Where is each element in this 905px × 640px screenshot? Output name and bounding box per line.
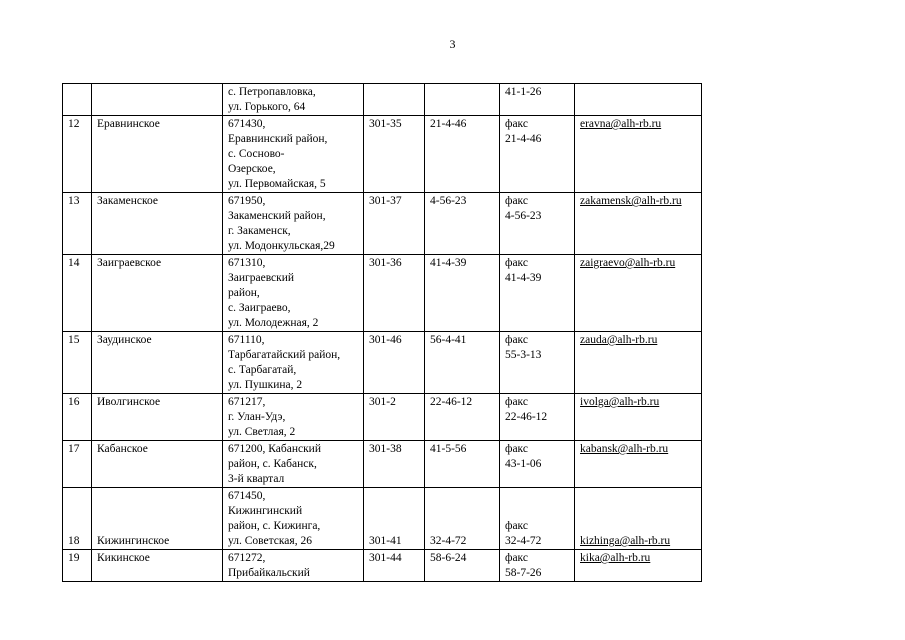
cell-fax-line: 58-7-26 xyxy=(505,567,542,579)
cell-address-line: ул. Молодежная, 2 xyxy=(228,317,319,329)
cell-num-text: 14 xyxy=(68,257,80,269)
cell-phone-text: 22-46-12 xyxy=(430,396,473,408)
table-body xyxy=(63,84,702,582)
cell-email-text[interactable]: zaigraevo@alh-rb.ru xyxy=(580,257,676,269)
cell-phone xyxy=(425,84,500,116)
cell-email xyxy=(575,193,702,255)
cell-fax-line: 21-4-46 xyxy=(505,133,542,145)
cell-fax-line: факс xyxy=(505,443,528,455)
cell-address xyxy=(223,193,364,255)
table-row xyxy=(63,441,702,488)
table-row xyxy=(63,255,702,332)
cell-email xyxy=(575,255,702,332)
cell-email-text[interactable]: kizhinga@alh-rb.ru xyxy=(580,535,671,547)
cell-email xyxy=(575,550,702,582)
cell-address-line: Кижингинский xyxy=(228,505,303,517)
cell-email-text[interactable]: zauda@alh-rb.ru xyxy=(580,334,658,346)
cell-fax xyxy=(500,255,575,332)
cell-address xyxy=(223,116,364,193)
forestry-contacts-table xyxy=(62,83,702,582)
cell-address-line: район, xyxy=(228,287,260,299)
cell-address-line: ул. Советская, 26 xyxy=(228,535,312,547)
cell-fax-line: факс xyxy=(505,552,528,564)
cell-address-line: 3-й квартал xyxy=(228,473,285,485)
cell-address-line: 671110, xyxy=(228,334,265,346)
cell-email-text[interactable]: eravna@alh-rb.ru xyxy=(580,118,662,130)
cell-email xyxy=(575,394,702,441)
cell-email xyxy=(575,84,702,116)
cell-fax-line: факс xyxy=(505,396,528,408)
cell-fax xyxy=(500,332,575,394)
cell-address-line: с. Тарбагатай, xyxy=(228,364,297,376)
table-row xyxy=(63,84,702,116)
cell-phone xyxy=(425,255,500,332)
cell-fax-line: факс xyxy=(505,520,528,532)
cell-address-line: Озерское, xyxy=(228,163,276,175)
page-number: 3 xyxy=(449,37,456,51)
cell-phone xyxy=(425,193,500,255)
cell-fax-line: 4-56-23 xyxy=(505,210,542,222)
cell-code-text: 301-44 xyxy=(369,552,402,564)
cell-fax-line: 41-1-26 xyxy=(505,86,542,98)
cell-address-line: Прибайкальский xyxy=(228,567,310,579)
cell-code xyxy=(364,441,425,488)
cell-address-line: 671272, xyxy=(228,552,266,564)
cell-phone-text: 41-5-56 xyxy=(430,443,467,455)
table-row xyxy=(63,332,702,394)
cell-num-text: 16 xyxy=(68,396,80,408)
cell-fax xyxy=(500,84,575,116)
cell-fax-line: 55-3-13 xyxy=(505,349,542,361)
cell-num xyxy=(63,255,92,332)
cell-num xyxy=(63,116,92,193)
cell-code-text: 301-37 xyxy=(369,195,402,207)
cell-num xyxy=(63,193,92,255)
cell-address xyxy=(223,255,364,332)
cell-fax-line: 43-1-06 xyxy=(505,458,542,470)
cell-phone-text: 56-4-41 xyxy=(430,334,467,346)
cell-phone xyxy=(425,332,500,394)
cell-num-text: 18 xyxy=(68,535,80,547)
cell-code xyxy=(364,332,425,394)
cell-code-text: 301-36 xyxy=(369,257,402,269)
cell-phone xyxy=(425,394,500,441)
cell-num xyxy=(63,441,92,488)
cell-name-text: Кабанское xyxy=(97,443,148,455)
cell-name xyxy=(92,488,223,550)
cell-code-text: 301-46 xyxy=(369,334,402,346)
cell-fax xyxy=(500,193,575,255)
cell-num xyxy=(63,332,92,394)
cell-address-line: ул. Светлая, 2 xyxy=(228,426,296,438)
table-row xyxy=(63,550,702,582)
cell-address-line: с. Сосново- xyxy=(228,148,285,160)
cell-address-line: ул. Пушкина, 2 xyxy=(228,379,303,391)
cell-phone-text: 41-4-39 xyxy=(430,257,467,269)
cell-email-text[interactable]: ivolga@alh-rb.ru xyxy=(580,396,660,408)
cell-address-line: 671450, xyxy=(228,490,266,502)
cell-email-text[interactable]: kabansk@alh-rb.ru xyxy=(580,443,669,455)
cell-email xyxy=(575,116,702,193)
cell-name-text: Кикинское xyxy=(97,552,150,564)
table-row xyxy=(63,193,702,255)
cell-name xyxy=(92,84,223,116)
cell-num xyxy=(63,394,92,441)
cell-code xyxy=(364,488,425,550)
cell-name xyxy=(92,116,223,193)
cell-email xyxy=(575,441,702,488)
cell-code xyxy=(364,84,425,116)
cell-num xyxy=(63,84,92,116)
cell-email xyxy=(575,488,702,550)
cell-address-line: с. Заиграево, xyxy=(228,302,291,314)
cell-email xyxy=(575,332,702,394)
cell-fax xyxy=(500,116,575,193)
cell-fax-line: 32-4-72 xyxy=(505,535,542,547)
cell-address-line: с. Петропавловка, xyxy=(228,86,316,98)
cell-fax-line: 22-46-12 xyxy=(505,411,548,423)
cell-name xyxy=(92,332,223,394)
cell-address xyxy=(223,394,364,441)
cell-fax-line: факс xyxy=(505,118,528,130)
table-row xyxy=(63,394,702,441)
cell-address xyxy=(223,488,364,550)
cell-email-text[interactable]: zakamensk@alh-rb.ru xyxy=(580,195,682,207)
cell-address-line: 671430, xyxy=(228,118,266,130)
cell-phone xyxy=(425,550,500,582)
cell-num-text: 17 xyxy=(68,443,80,455)
cell-address-line: 671217, xyxy=(228,396,266,408)
table-row xyxy=(63,488,702,550)
cell-phone xyxy=(425,488,500,550)
cell-phone-text: 32-4-72 xyxy=(430,535,467,547)
cell-email-text[interactable]: kika@alh-rb.ru xyxy=(580,552,651,564)
cell-num-text: 12 xyxy=(68,118,80,130)
cell-address-line: ул. Модонкульская,29 xyxy=(228,240,335,252)
cell-fax xyxy=(500,394,575,441)
cell-address xyxy=(223,550,364,582)
cell-address-line: ул. Первомайская, 5 xyxy=(228,178,326,190)
cell-code xyxy=(364,394,425,441)
cell-address-line: район, с. Кижинга, xyxy=(228,520,321,532)
cell-phone-text: 21-4-46 xyxy=(430,118,467,130)
cell-name-text: Еравнинское xyxy=(97,118,160,130)
cell-address-line: г. Закаменск, xyxy=(228,225,291,237)
cell-name xyxy=(92,441,223,488)
cell-address-line: 671200, Кабанский xyxy=(228,443,321,455)
cell-name-text: Заиграевское xyxy=(97,257,162,269)
cell-num-text: 15 xyxy=(68,334,80,346)
cell-num-text: 19 xyxy=(68,552,80,564)
cell-name-text: Кижингинское xyxy=(97,535,170,547)
cell-fax-line: факс xyxy=(505,195,528,207)
cell-address-line: Закаменский район, xyxy=(228,210,326,222)
cell-num-text: 13 xyxy=(68,195,80,207)
cell-address-line: г. Улан-Удэ, xyxy=(228,411,286,423)
cell-address-line: Заиграевский xyxy=(228,272,295,284)
cell-code xyxy=(364,116,425,193)
cell-name-text: Закаменское xyxy=(97,195,159,207)
cell-num xyxy=(63,550,92,582)
cell-code-text: 301-2 xyxy=(369,396,396,408)
cell-address-line: 671310, xyxy=(228,257,266,269)
cell-code xyxy=(364,255,425,332)
cell-name-text: Иволгинское xyxy=(97,396,161,408)
cell-phone-text: 4-56-23 xyxy=(430,195,467,207)
cell-address-line: район, с. Кабанск, xyxy=(228,458,317,470)
cell-phone xyxy=(425,116,500,193)
cell-code-text: 301-35 xyxy=(369,118,402,130)
cell-code-text: 301-38 xyxy=(369,443,402,455)
cell-address-line: Еравнинский район, xyxy=(228,133,328,145)
cell-phone-text: 58-6-24 xyxy=(430,552,467,564)
cell-address-line: ул. Горького, 64 xyxy=(228,101,306,113)
cell-name xyxy=(92,255,223,332)
cell-fax xyxy=(500,488,575,550)
cell-address xyxy=(223,332,364,394)
cell-num xyxy=(63,488,92,550)
cell-phone xyxy=(425,441,500,488)
cell-fax-line: факс xyxy=(505,257,528,269)
cell-name xyxy=(92,550,223,582)
table-row xyxy=(63,116,702,193)
cell-fax-line: 41-4-39 xyxy=(505,272,542,284)
cell-address-line: 671950, xyxy=(228,195,266,207)
cell-fax xyxy=(500,550,575,582)
cell-address-line: Тарбагатайский район, xyxy=(228,349,341,361)
cell-name xyxy=(92,193,223,255)
cell-code xyxy=(364,550,425,582)
cell-name-text: Заудинское xyxy=(97,334,152,346)
cell-code xyxy=(364,193,425,255)
cell-code-text: 301-41 xyxy=(369,535,402,547)
cell-address xyxy=(223,84,364,116)
cell-fax-line: факс xyxy=(505,334,528,346)
cell-fax xyxy=(500,441,575,488)
cell-address xyxy=(223,441,364,488)
cell-name xyxy=(92,394,223,441)
